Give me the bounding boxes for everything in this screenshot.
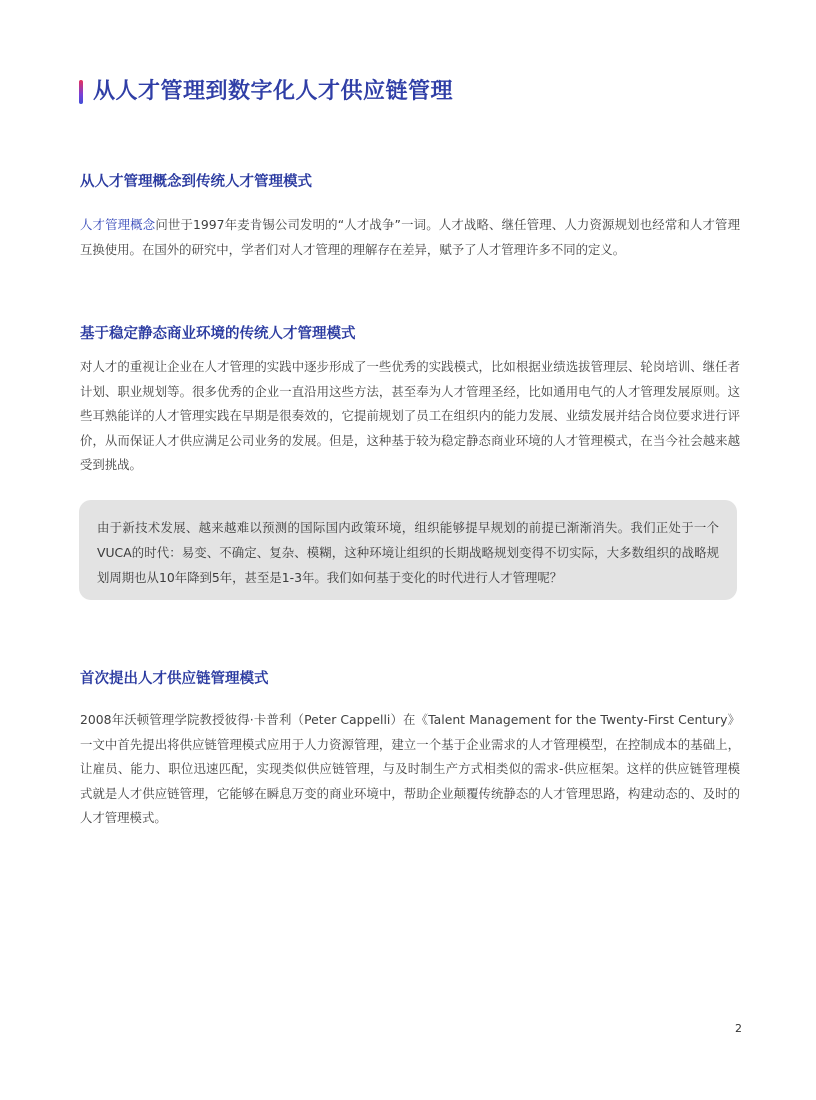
paragraph-talent-concept-text: 问世于1997年麦肯锡公司发明的“人才战争”一词。人才战略、继任管理、人力资源规划也经常和人才管理互换使用。在国外的研究中，学者们对人才管理的理解存在差异，赋予了人才管理许多不同的定义。 (80, 217, 740, 257)
callout-text: 由于新技术发展、越来越难以预测的国际国内政策环境，组织能够提早规划的前提已渐渐消失。我们正处于一个VUCA的时代：易变、不确定、复杂、模糊，这种环境让组织的长期战略规划变得不切实际，大多数组织的战略规划周期也从10年降到5年，甚至是1-3年。我们如何基于变化的时代进行人才管理呢？ (97, 520, 719, 585)
paragraph-talent-concept (80, 213, 740, 262)
title-accent-bar (79, 80, 83, 104)
page-number: 2 (735, 1022, 742, 1035)
page-title: 从人才管理到数字化人才供应链管理 (93, 79, 454, 104)
talent-concept-link[interactable]: 人才管理概念 (80, 217, 156, 232)
callout-box (79, 500, 737, 600)
page-title-block (79, 78, 453, 106)
paragraph-static-model: 对人才的重视让企业在人才管理的实践中逐步形成了一些优秀的实践模式，比如根据业绩选拔管理层、轮岗培训、继任者计划、职业规划等。很多优秀的企业一直沿用这些方法，甚至奉为人才管理圣经，比如通用电气的人才管理发展原则。这些耳熟能详的人才管理实践在早期是很奏效的，它提前规划了员工在组织内的能力发展、业绩发展并结合岗位要求进行评价，从而保证人才供应满足公司业务的发展。但是，这种基于较为稳定静态商业环境的人才管理模式，在当今社会越来越受到挑战。 (80, 359, 740, 472)
section-heading-supply-chain: 首次提出人才供应链管理模式 (80, 671, 269, 687)
paragraph-supply-chain: 2008年沃顿管理学院教授彼得·卡普利（Peter Cappelli）在《Talent Management for the Twenty-First Century》一文中首先提出将供应链管理模式应用于人力资源管理，建立一个基于企业需求的人才管理模型，在控制成本的基础上，让雇员、能力、职位迅速匹配，实现类似供应链管理，与及时制生产方式相类似的需求-供应框架。这样的供应链管理模式就是人才供应链管理，它能够在瞬息万变的商业环境中，帮助企业颠覆传统静态的人才管理思路，构建动态的、及时的人才管理模式。 (80, 712, 740, 825)
section-heading-talent-concept: 从人才管理概念到传统人才管理模式 (80, 174, 312, 190)
section-heading-static-model: 基于稳定静态商业环境的传统人才管理模式 (80, 326, 356, 342)
